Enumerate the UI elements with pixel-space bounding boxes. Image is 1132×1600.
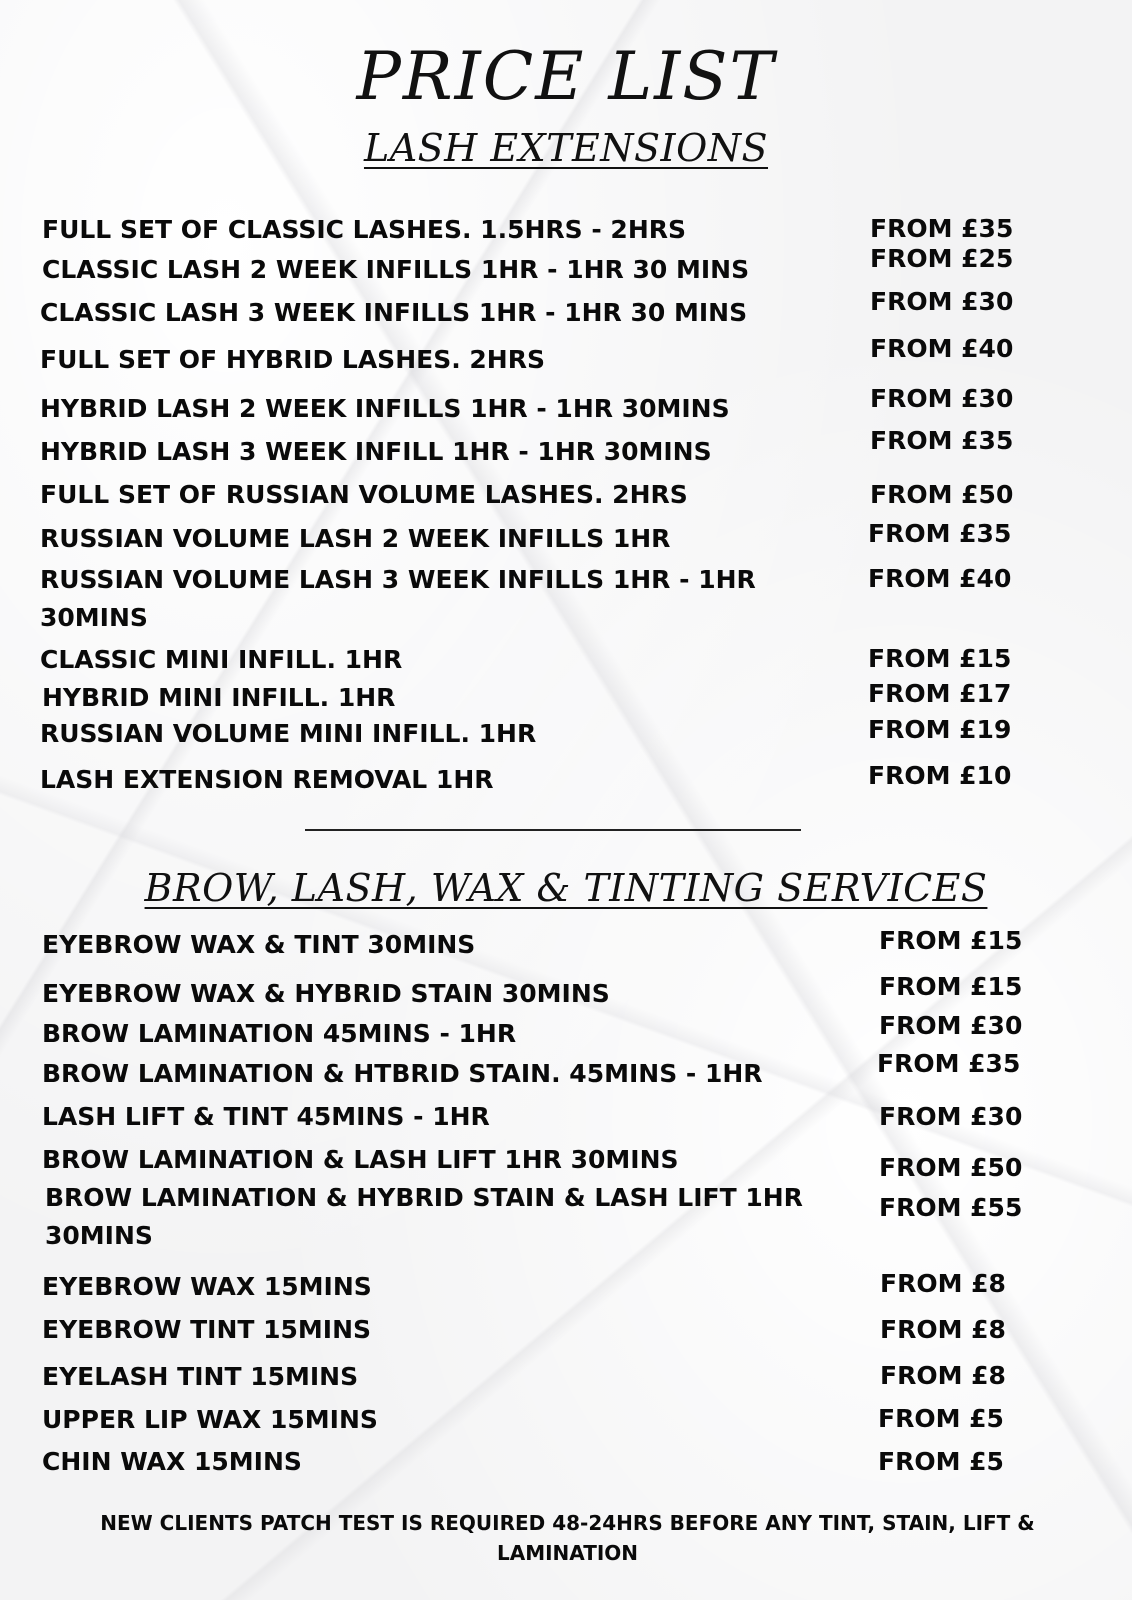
price: FROM £25: [870, 244, 1014, 273]
list-item: BROW LAMINATION 45MINS - 1HR: [42, 1019, 517, 1048]
price: FROM £40: [870, 334, 1014, 363]
price: FROM £30: [879, 1102, 1023, 1131]
price: FROM £35: [868, 519, 1012, 548]
list-item: EYEBROW WAX & TINT 30MINS: [42, 930, 476, 959]
price: FROM £35: [870, 214, 1014, 243]
price: FROM £40: [868, 564, 1012, 593]
list-item: LASH LIFT & TINT 45MINS - 1HR: [42, 1102, 490, 1131]
patch-test-notice: NEW CLIENTS PATCH TEST IS REQUIRED 48-24HRS BEFORE ANY TINT, STAIN, LIFT & LAMINATION: [100, 1511, 1035, 1565]
list-item: UPPER LIP WAX 15MINS: [42, 1405, 378, 1434]
list-item: RUSSIAN VOLUME LASH 3 WEEK INFILLS 1HR - 1HR 30MINS: [40, 565, 756, 632]
price: FROM £15: [879, 972, 1023, 1001]
list-item: EYEBROW WAX & HYBRID STAIN 30MINS: [42, 979, 610, 1008]
price: FROM £30: [870, 287, 1014, 316]
list-item: FULL SET OF RUSSIAN VOLUME LASHES. 2HRS: [40, 480, 688, 509]
price: FROM £15: [879, 926, 1023, 955]
price: FROM £55: [879, 1193, 1023, 1222]
section-heading-lash-extensions: LASH EXTENSIONS: [363, 126, 769, 170]
list-item: EYEBROW TINT 15MINS: [42, 1315, 372, 1344]
price: FROM £35: [870, 426, 1014, 455]
list-item: FULL SET OF HYBRID LASHES. 2HRS: [40, 345, 545, 374]
list-item: CLASSIC LASH 2 WEEK INFILLS 1HR - 1HR 30 MINS: [42, 255, 750, 284]
price: FROM £19: [868, 715, 1012, 744]
price: FROM £17: [868, 679, 1012, 708]
list-item: BROW LAMINATION & LASH LIFT 1HR 30MINS: [42, 1145, 679, 1174]
list-item: LASH EXTENSION REMOVAL 1HR: [40, 765, 494, 794]
section-divider: [305, 829, 801, 831]
price: FROM £10: [868, 761, 1012, 790]
list-item: HYBRID LASH 3 WEEK INFILL 1HR - 1HR 30MINS: [40, 437, 712, 466]
list-item: HYBRID MINI INFILL. 1HR: [42, 683, 396, 712]
price: FROM £8: [880, 1269, 1006, 1298]
list-item: FULL SET OF CLASSIC LASHES. 1.5HRS - 2HRS: [42, 215, 686, 244]
price: FROM £5: [878, 1404, 1004, 1433]
price: FROM £8: [880, 1315, 1006, 1344]
list-item: CLASSIC MINI INFILL. 1HR: [40, 645, 403, 674]
page-title: PRICE LIST: [356, 38, 776, 115]
list-item: CLASSIC LASH 3 WEEK INFILLS 1HR - 1HR 30 MINS: [40, 298, 748, 327]
price: FROM £50: [870, 480, 1014, 509]
section-heading-brow-services: BROW, LASH, WAX & TINTING SERVICES: [144, 866, 988, 910]
price: FROM £15: [868, 644, 1012, 673]
list-item: BROW LAMINATION & HYBRID STAIN & LASH LIFT 1HR 30MINS: [45, 1183, 803, 1250]
price: FROM £50: [879, 1153, 1023, 1182]
price: FROM £5: [878, 1447, 1004, 1476]
list-item: EYEBROW WAX 15MINS: [42, 1272, 372, 1301]
list-item: RUSSIAN VOLUME MINI INFILL. 1HR: [40, 719, 537, 748]
price: FROM £30: [879, 1011, 1023, 1040]
list-item: BROW LAMINATION & HTBRID STAIN. 45MINS - 1HR: [42, 1059, 763, 1088]
list-item: CHIN WAX 15MINS: [42, 1447, 302, 1476]
price: FROM £30: [870, 384, 1014, 413]
price: FROM £8: [880, 1361, 1006, 1390]
price: FROM £35: [877, 1049, 1021, 1078]
list-item: EYELASH TINT 15MINS: [42, 1362, 359, 1391]
list-item: HYBRID LASH 2 WEEK INFILLS 1HR - 1HR 30MINS: [40, 394, 730, 423]
list-item: RUSSIAN VOLUME LASH 2 WEEK INFILLS 1HR: [40, 524, 671, 553]
